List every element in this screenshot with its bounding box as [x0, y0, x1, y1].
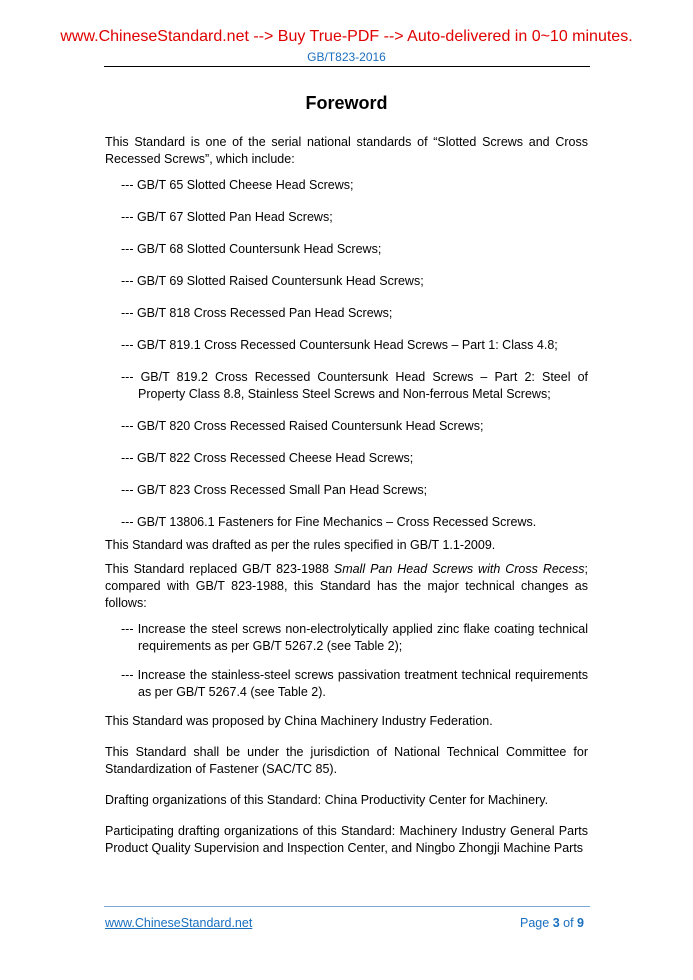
- document-body: [105, 134, 588, 866]
- footer-site-link[interactable]: www.ChineseStandard.net: [105, 916, 253, 930]
- replaced-standard-title: Small Pan Head Screws with Cross Recess: [333, 562, 585, 576]
- page-current: 3: [552, 916, 560, 930]
- list-item: --- GB/T 822 Cross Recessed Cheese Head Screws;: [121, 451, 414, 465]
- list-item: --- GB/T 13806.1 Fasteners for Fine Mechanics – Cross Recessed Screws.: [121, 515, 537, 529]
- list-item: --- GB/T 819.2 Cross Recessed Countersunk Head Screws – Part 2: Steel of Property Class 8.8, Stainless Steel Screws and Non-ferrous Metal Screws;: [121, 370, 588, 401]
- list-item: --- GB/T 820 Cross Recessed Raised Countersunk Head Screws;: [121, 419, 484, 433]
- intro-paragraph: This Standard is one of the serial national standards of “Slotted Screws and Cross Recessed Screws”, which include:: [105, 135, 588, 166]
- page-of: of: [563, 916, 574, 930]
- list-item: --- GB/T 818 Cross Recessed Pan Head Screws;: [121, 306, 393, 320]
- proposed-paragraph: This Standard was proposed by China Machinery Industry Federation.: [105, 714, 493, 728]
- list-item: --- GB/T 819.1 Cross Recessed Countersunk Head Screws – Part 1: Class 4.8;: [121, 338, 558, 352]
- list-item: --- GB/T 823 Cross Recessed Small Pan Head Screws;: [121, 483, 428, 497]
- change-item: --- Increase the stainless-steel screws passivation treatment technical requirements as per GB/T 5267.4 (see Table 2).: [121, 668, 588, 699]
- change-item: --- Increase the steel screws non-electrolytically applied zinc flake coating technical requirements as per GB/T 5267.2 (see Table 2);: [121, 622, 588, 653]
- list-item: --- GB/T 67 Slotted Pan Head Screws;: [121, 210, 333, 224]
- header-divider: [104, 66, 590, 67]
- list-item: --- GB/T 65 Slotted Cheese Head Screws;: [121, 178, 354, 192]
- drafted-paragraph: This Standard was drafted as per the rules specified in GB/T 1.1-2009.: [105, 538, 496, 552]
- list-item: --- GB/T 68 Slotted Countersunk Head Screws;: [121, 242, 382, 256]
- replaced-text-before: This Standard replaced GB/T 823-1988: [105, 562, 334, 576]
- drafting-org-paragraph: Drafting organizations of this Standard: China Productivity Center for Machinery.: [105, 793, 549, 807]
- replaced-text-after: ; compared with GB/T 823-1988, this Standard has the major technical changes as follows:: [105, 562, 588, 610]
- jurisdiction-paragraph: This Standard shall be under the jurisdiction of National Technical Committee for Standardization of Fastener (SAC/TC 85).: [105, 745, 588, 776]
- promo-banner[interactable]: www.ChineseStandard.net --> Buy True-PDF --> Auto-delivered in 0~10 minutes.: [60, 28, 633, 45]
- replaced-paragraph: [105, 561, 588, 612]
- document-number: GB/T823-2016: [307, 50, 386, 64]
- list-item: --- GB/T 69 Slotted Raised Countersunk Head Screws;: [121, 274, 424, 288]
- page-total: 9: [577, 916, 584, 930]
- footer-divider: [104, 906, 590, 907]
- page-label: Page: [520, 916, 550, 930]
- participating-paragraph: Participating drafting organizations of this Standard: Machinery Industry General Parts Product Quality Supervision and Inspection Center, and Ningbo Zhongji Machine Parts: [105, 824, 588, 855]
- page-indicator: [520, 915, 584, 931]
- page-title: Foreword: [305, 93, 388, 113]
